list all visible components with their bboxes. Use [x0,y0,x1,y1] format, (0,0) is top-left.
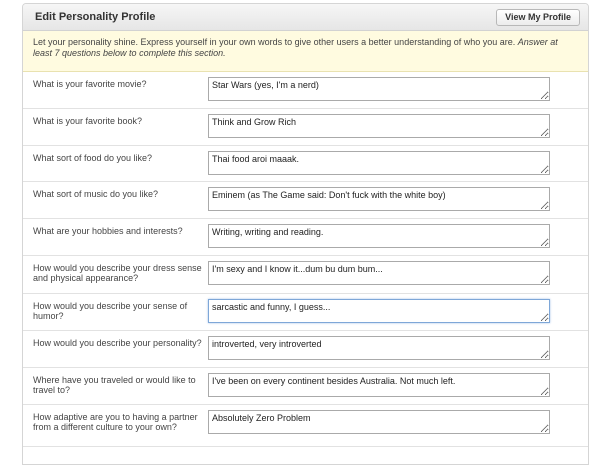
question-label: How would you describe your personality? [33,338,202,348]
question-label: How adaptive are you to having a partner from a different culture to your own? [33,412,198,432]
question-label: How would you describe your sense of humor? [33,301,188,321]
question-row-travel [23,368,588,405]
question-row-food [23,146,588,182]
answer-hobbies-input[interactable] [208,224,550,248]
question-row-culture [23,405,588,447]
page-title: Edit Personality Profile [35,11,156,23]
question-row-personality [23,331,588,368]
question-label: How would you describe your dress sense and physical appearance? [33,263,202,283]
question-label: What is your favorite book? [33,116,143,126]
question-row-book [23,109,588,146]
answer-travel-input[interactable] [208,373,550,397]
answer-humor-input[interactable] [208,299,550,323]
notice-hint: Answer at least 7 questions below to complete this section. [33,37,558,58]
answer-movie-input[interactable] [208,77,550,101]
view-my-profile-button[interactable]: View My Profile [496,9,580,26]
instructions-notice [23,31,588,72]
answer-food-input[interactable] [208,151,550,175]
panel-header [23,4,588,31]
notice-text: Let your personality shine. Express yourself in your own words to give other users a better understanding of who you are. [33,37,516,47]
answer-music-input[interactable] [208,187,550,211]
profile-panel [22,3,589,465]
question-row-humor [23,294,588,331]
question-label: Where have you traveled or would like to travel to? [33,375,196,395]
question-label: What sort of food do you like? [33,153,153,163]
question-label: What are your hobbies and interests? [33,226,183,236]
answer-book-input[interactable] [208,114,550,138]
answer-personality-input[interactable] [208,336,550,360]
question-row-hobbies [23,219,588,256]
question-label: What is your favorite movie? [33,79,147,89]
question-row-appearance [23,256,588,294]
answer-culture-input[interactable] [208,410,550,434]
answer-appearance-input[interactable] [208,261,550,285]
question-row-movie [23,72,588,109]
question-label: What sort of music do you like? [33,189,159,199]
question-row-music [23,182,588,219]
